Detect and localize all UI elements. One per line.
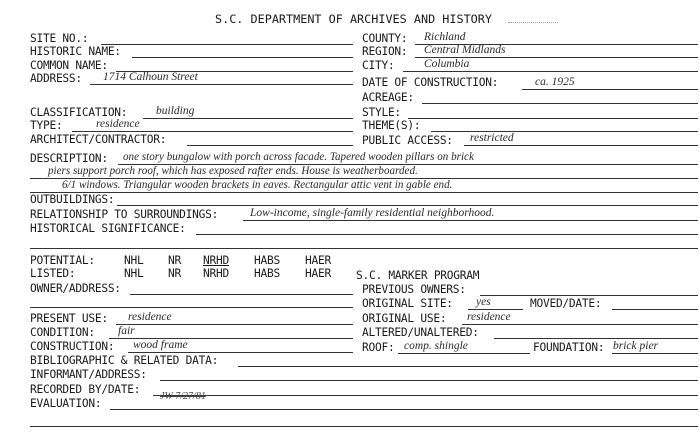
- construction-label: CONSTRUCTION:: [30, 340, 115, 353]
- owner-address-label: OWNER/ADDRESS:: [30, 282, 121, 295]
- potential-nrhd: NRHD: [203, 254, 229, 267]
- owner-address-line: [130, 294, 353, 295]
- present-use-label: PRESENT USE:: [30, 312, 108, 325]
- condition-value: fair: [118, 325, 135, 337]
- outbuildings-line: [117, 205, 698, 206]
- bibliographic-line: [238, 366, 698, 367]
- moved-date-label: MOVED/DATE:: [530, 297, 602, 310]
- roof-value: comp. shingle: [404, 340, 468, 352]
- public-access-line: [464, 145, 698, 146]
- city-line: [403, 71, 698, 72]
- present-use-line: [116, 324, 353, 325]
- type-line: [72, 131, 353, 132]
- date-of-construction-label: DATE OF CONSTRUCTION:: [362, 76, 499, 89]
- recorded-by-line: [153, 395, 698, 396]
- type-label: TYPE:: [30, 119, 63, 132]
- previous-owners-line: [480, 295, 698, 296]
- county-value: Richland: [424, 31, 466, 43]
- outbuildings-label: OUTBUILDINGS:: [30, 193, 115, 206]
- form-title: S.C. DEPARTMENT OF ARCHIVES AND HISTORY: [215, 12, 492, 26]
- description-line-1: one story bungalow with porch across facade. Tapered wooden pillars on brick: [123, 151, 474, 163]
- altered-label: ALTERED/UNALTERED:: [362, 326, 479, 339]
- description-line-3: 6/1 windows. Triangular wooden brackets in eaves. Rectangular attic vent in gable end.: [62, 179, 453, 191]
- original-site-line: [468, 309, 523, 310]
- public-access-value: restricted: [470, 132, 514, 144]
- date-line: [522, 89, 698, 90]
- site-no-label: SITE NO.:: [30, 32, 89, 45]
- classification-line: [143, 118, 353, 119]
- classification-value: building: [156, 105, 195, 117]
- relationship-label: RELATIONSHIP TO SURROUNDINGS:: [30, 208, 219, 221]
- description-line-2: piers support porch roof, which has exposed rafter ends. House is weatherboarded.: [48, 165, 418, 177]
- moved-date-line: [612, 309, 698, 310]
- common-name-label: COMMON NAME:: [30, 59, 108, 72]
- informant-label: INFORMANT/ADDRESS:: [30, 368, 147, 381]
- construction-value: wood frame: [133, 339, 188, 351]
- potential-nhl: NHL: [124, 254, 144, 267]
- description-label: DESCRIPTION:: [30, 152, 108, 165]
- potential-haer: HAER: [305, 254, 331, 267]
- historical-significance-label: HISTORICAL SIGNIFICANCE:: [30, 222, 186, 235]
- county-label: COUNTY:: [362, 32, 408, 45]
- marker-program-label: S.C. MARKER PROGRAM: [356, 269, 480, 282]
- historical-significance-line-2: [30, 248, 698, 249]
- foundation-value: brick pier: [613, 340, 659, 352]
- listed-habs: HABS: [254, 267, 280, 280]
- foundation-label: FOUNDATION:: [533, 341, 605, 354]
- style-label: STYLE:: [362, 106, 401, 119]
- roof-line: [398, 353, 530, 354]
- altered-line: [494, 338, 698, 339]
- potential-nr: NR: [168, 254, 181, 267]
- construction-line: [128, 352, 353, 353]
- present-use-value: residence: [128, 311, 172, 323]
- date-of-construction-value: ca. 1925: [535, 76, 575, 88]
- listed-nrhd: NRHD: [203, 267, 229, 280]
- address-value: 1714 Calhoun Street: [103, 71, 198, 83]
- recorded-by-label: RECORDED BY/DATE:: [30, 383, 141, 396]
- informant-line: [160, 380, 698, 381]
- relationship-value: Low-income, single-family residential neighborhood.: [250, 207, 495, 219]
- original-site-value: yes: [476, 296, 491, 308]
- type-value: residence: [96, 118, 140, 130]
- historical-significance-line: [196, 234, 698, 235]
- listed-label: LISTED:: [30, 267, 76, 280]
- city-label: CITY:: [362, 59, 395, 72]
- original-use-value: residence: [467, 311, 511, 323]
- roof-label: ROOF:: [362, 341, 395, 354]
- city-value: Columbia: [424, 58, 470, 70]
- bibliographic-label: BIBLIOGRAPHIC & RELATED DATA:: [30, 354, 219, 367]
- style-line: [408, 118, 698, 119]
- original-use-label: ORIGINAL USE:: [362, 312, 447, 325]
- address-line: [90, 84, 353, 85]
- historic-name-line: [132, 57, 353, 58]
- relationship-line: [243, 220, 698, 221]
- historic-name-label: HISTORIC NAME:: [30, 45, 121, 58]
- listed-haer: HAER: [305, 267, 331, 280]
- site-no-line: [101, 44, 353, 45]
- description-rule-3: [30, 192, 698, 193]
- owner-address-line-2: [30, 307, 353, 308]
- foundation-line: [612, 353, 698, 354]
- themes-label: THEME(S):: [362, 119, 421, 132]
- listed-nhl: NHL: [124, 267, 144, 280]
- original-use-line: [462, 324, 698, 325]
- condition-label: CONDITION:: [30, 326, 95, 339]
- potential-habs: HABS: [254, 254, 280, 267]
- acreage-label: ACREAGE:: [362, 91, 414, 104]
- classification-label: CLASSIFICATION:: [30, 106, 128, 119]
- title-dots: [508, 22, 558, 23]
- address-label: ADDRESS:: [30, 72, 82, 85]
- original-site-label: ORIGINAL SITE:: [362, 297, 453, 310]
- region-label: REGION:: [362, 45, 408, 58]
- listed-nr: NR: [168, 267, 181, 280]
- recorded-by-value: JW 7/27/81: [160, 391, 206, 402]
- evaluation-line-2: [30, 426, 698, 427]
- previous-owners-label: PREVIOUS OWNERS:: [362, 283, 466, 296]
- public-access-label: PUBLIC ACCESS:: [362, 134, 453, 147]
- architect-line: [187, 145, 353, 146]
- architect-label: ARCHITECT/CONTRACTOR:: [30, 133, 167, 146]
- region-value: Central Midlands: [424, 44, 506, 56]
- acreage-line: [422, 103, 698, 104]
- potential-label: POTENTIAL:: [30, 254, 95, 267]
- evaluation-label: EVALUATION:: [30, 397, 102, 410]
- evaluation-line: [110, 409, 698, 410]
